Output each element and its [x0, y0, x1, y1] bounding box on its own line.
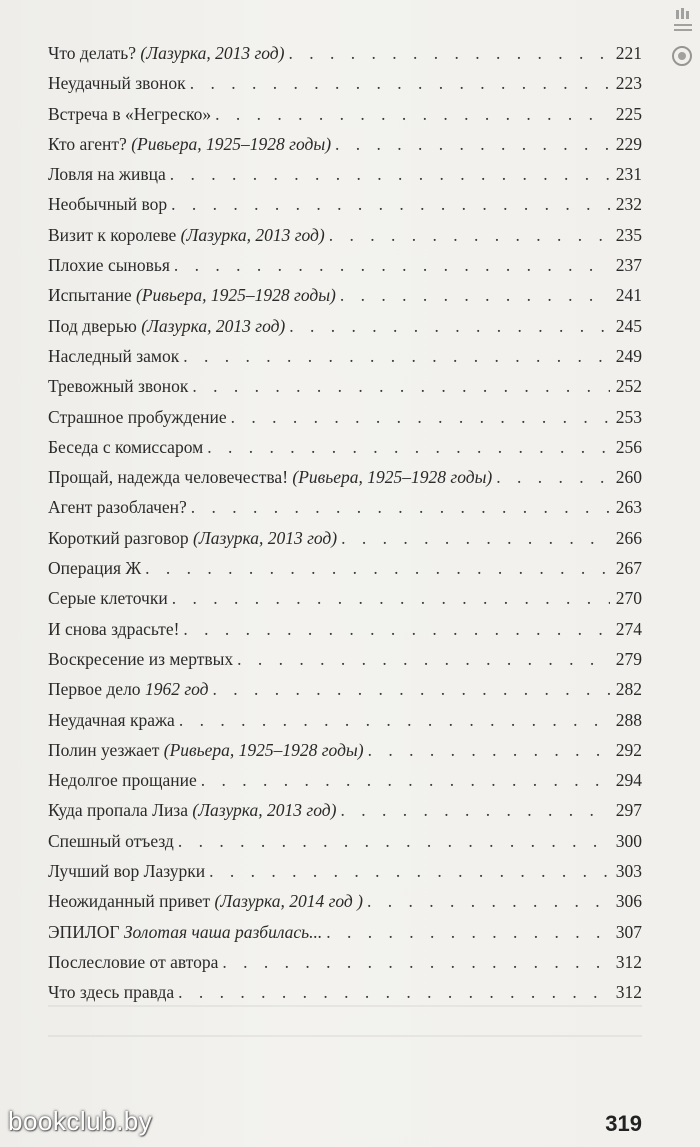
toc-entry: [48, 311, 642, 341]
toc-entry: [48, 765, 642, 795]
toc-entry-subtitle: (Лазурка, 2013 год): [141, 315, 286, 336]
toc-entry-main-title: Послесловие от автора: [48, 951, 219, 972]
toc-entry-main-title: Недолгое прощание: [48, 770, 197, 791]
toc-entry-page: 288: [615, 709, 642, 730]
toc-entry-page: 237: [615, 255, 642, 276]
toc-entry-page: 256: [615, 436, 642, 457]
toc-entry: [48, 735, 642, 765]
toc-entry-page: 312: [615, 982, 642, 1003]
toc-entry-page: 232: [615, 194, 642, 215]
toc-entry: [48, 371, 642, 401]
toc-entry-title: [48, 220, 325, 250]
toc-entry-page: 282: [615, 679, 642, 700]
dot-leader: [215, 99, 610, 129]
dot-leader: [496, 462, 610, 492]
toc-entry: [48, 250, 642, 280]
toc-entry: [48, 38, 642, 68]
toc-entry-title: [48, 189, 167, 219]
toc-entry-page: 307: [615, 921, 642, 942]
dot-leader: [213, 674, 610, 704]
toc-entry: [48, 795, 642, 825]
toc-entry-page: 252: [615, 376, 642, 397]
toc-entry-main-title: Воскресение из мертвых: [48, 648, 234, 669]
toc-entry-title: [48, 947, 218, 977]
toc-entry: [48, 402, 642, 432]
toc-entry: [48, 705, 642, 735]
dot-leader: [368, 735, 610, 765]
toc-entry-title: [48, 856, 205, 886]
toc-entry: [48, 523, 642, 553]
toc-entry: [48, 341, 642, 371]
toc-entry-title: [48, 250, 170, 280]
toc-entry: [48, 583, 642, 613]
dot-leader: [326, 917, 610, 947]
dot-leader: [174, 250, 610, 280]
toc-entry-page: 312: [615, 951, 642, 972]
toc-entry-title: [48, 99, 211, 129]
toc-entry-main-title: Спешный отъезд: [48, 830, 174, 851]
toc-entry: [48, 68, 642, 98]
toc-entry-page: 300: [615, 830, 642, 851]
toc-entry-title: [48, 765, 197, 795]
toc-entry: [48, 432, 642, 462]
dot-leader: [288, 38, 610, 68]
toc-entry-page: 263: [615, 497, 642, 518]
toc-entry-title: [48, 826, 174, 856]
toc-entry-main-title: Прощай, надежда человечества!: [48, 467, 289, 488]
toc-entry-page: 274: [615, 618, 642, 639]
toc-entry-title: [48, 644, 233, 674]
dot-leader: [289, 311, 610, 341]
dot-leader: [178, 977, 610, 1007]
toc-entry-subtitle: (Лазурка, 2013 год): [192, 800, 337, 821]
toc-entry-title: [48, 583, 168, 613]
dot-leader: [183, 341, 610, 371]
toc-entry-page: 249: [615, 345, 642, 366]
toc-entry-title: [48, 280, 336, 310]
dot-leader: [192, 371, 610, 401]
toc-entry-title: [48, 977, 174, 1007]
toc-entry: [48, 99, 642, 129]
toc-entry-main-title: Что делать?: [48, 43, 137, 63]
toc-entry-main-title: Серые клеточки: [48, 588, 168, 609]
corner-stamp-icon: [668, 6, 696, 76]
toc-entry: [48, 644, 642, 674]
dot-leader: [237, 644, 610, 674]
toc-entry: [48, 280, 642, 310]
toc-entry-page: 229: [615, 133, 642, 154]
toc-entry-main-title: Первое дело: [48, 679, 141, 700]
toc-entry-main-title: Куда пропала Лиза: [48, 800, 188, 821]
toc-entry-page: 267: [615, 558, 642, 579]
toc-entry-page: 266: [615, 527, 642, 548]
dot-leader: [201, 765, 610, 795]
toc-entry-main-title: Что здесь правда: [48, 982, 175, 1003]
toc-entry-title: [48, 492, 187, 522]
toc-entry-main-title: Агент разоблачен?: [48, 497, 187, 518]
toc-entry-page: 260: [615, 467, 642, 488]
dot-leader: [222, 947, 610, 977]
watermark: bookclub.by: [8, 1106, 153, 1136]
toc-entry-main-title: Кто агент?: [48, 133, 127, 154]
dot-leader: [341, 523, 610, 553]
toc-entry-title: [48, 402, 227, 432]
toc-entry: [48, 220, 642, 250]
toc-entry-subtitle: (Лазурка, 2014 год ): [214, 891, 363, 912]
toc-entry-main-title: Беседа с комиссаром: [48, 436, 204, 457]
toc-entry: [48, 856, 642, 886]
toc-entry-page: 225: [615, 103, 642, 124]
toc-entry-subtitle: (Лазурка, 2013 год): [193, 527, 338, 548]
toc-entry-title: [48, 795, 336, 825]
toc-entry-main-title: Под дверью: [48, 315, 137, 336]
toc-entry-page: 306: [615, 891, 642, 912]
dot-leader: [178, 826, 610, 856]
toc-entry-main-title: Визит к королеве: [48, 224, 177, 245]
toc-entry-title: [48, 432, 203, 462]
toc-entry-main-title: Плохие сыновья: [48, 255, 170, 276]
toc-entry-subtitle: (Лазурка, 2013 год): [140, 43, 285, 63]
toc-entry-title: [48, 705, 175, 735]
toc-entry-title: [48, 886, 363, 916]
toc-entry-main-title: Полин уезжает: [48, 739, 160, 760]
toc-entry: [48, 129, 642, 159]
toc-entry-subtitle: (Ривьера, 1925–1928 годы): [131, 133, 332, 154]
toc-entry-title: [48, 68, 186, 98]
toc-entry-main-title: Ловля на живца: [48, 164, 166, 185]
toc-entry-page: 231: [615, 164, 642, 185]
dot-leader: [145, 553, 610, 583]
dot-leader: [329, 220, 610, 250]
toc-entry-title: [48, 917, 322, 947]
toc-entry: [48, 826, 642, 856]
toc-entry-page: 245: [615, 315, 642, 336]
toc-entry-subtitle: (Ривьера, 1925–1928 годы): [292, 467, 493, 488]
dot-leader: [183, 614, 610, 644]
dot-leader: [209, 856, 610, 886]
toc-entry-title: [48, 614, 179, 644]
dot-leader: [172, 583, 610, 613]
toc-entry-page: 292: [615, 739, 642, 760]
toc-entry: [48, 553, 642, 583]
toc-entry-main-title: ЭПИЛОГ: [48, 921, 120, 942]
toc-entry-page: 294: [615, 770, 642, 791]
toc-entry-page: 279: [615, 648, 642, 669]
toc-entry-title: [48, 341, 179, 371]
toc-entry-main-title: Неожиданный привет: [48, 891, 211, 912]
toc-entry-title: [48, 553, 141, 583]
dot-leader: [340, 280, 610, 310]
toc-entry-title: [48, 674, 209, 704]
dot-leader: [171, 189, 610, 219]
dot-leader: [190, 68, 610, 98]
toc-entry-page: 221: [615, 43, 642, 63]
toc-entry-title: [48, 38, 284, 68]
toc-entry: [48, 492, 642, 522]
toc-entry-title: [48, 735, 364, 765]
toc-entry-page: 253: [615, 406, 642, 427]
toc-entry-page: 297: [615, 800, 642, 821]
toc-entry-page: 270: [615, 588, 642, 609]
toc-entry-main-title: Неудачная кража: [48, 709, 175, 730]
toc-entry-title: [48, 311, 285, 341]
toc-entry-title: [48, 371, 188, 401]
toc-entry-main-title: И снова здрасьте!: [48, 618, 180, 639]
toc-entry-title: [48, 129, 331, 159]
toc-entry: [48, 886, 642, 916]
toc-entry-page: 303: [615, 861, 642, 882]
toc-entry-title: [48, 523, 337, 553]
dot-leader: [367, 886, 610, 916]
toc-entry: [48, 947, 642, 977]
dot-leader: [231, 402, 610, 432]
toc-entry: [48, 977, 642, 1007]
toc-entry-page: 241: [615, 285, 642, 306]
toc-entry-subtitle: (Ривьера, 1925–1928 годы): [163, 739, 364, 760]
toc-entry: [48, 189, 642, 219]
toc-entry-page: 235: [615, 224, 642, 245]
toc-entry: [48, 462, 642, 492]
toc-entry: [48, 674, 642, 704]
toc-entry: [48, 614, 642, 644]
toc-entry-main-title: Операция Ж: [48, 558, 142, 579]
dot-leader: [191, 492, 610, 522]
dot-leader: [170, 159, 610, 189]
dot-leader: [179, 705, 610, 735]
toc-entry-main-title: Испытание: [48, 285, 132, 306]
toc-entry-subtitle: 1962 год: [144, 679, 209, 700]
toc-entry-main-title: Встреча в «Негреско»: [48, 103, 212, 124]
toc-entry-main-title: Наследный замок: [48, 345, 180, 366]
dot-leader: [340, 795, 610, 825]
toc-entry-subtitle: (Ривьера, 1925–1928 годы): [136, 285, 336, 306]
toc-entry-title: [48, 462, 492, 492]
table-of-contents: [48, 38, 642, 1008]
toc-entry-main-title: Лучший вор Лазурки: [48, 861, 206, 882]
dot-leader: [335, 129, 610, 159]
toc-entry-main-title: Необычный вор: [48, 194, 168, 215]
page-number: 319: [605, 1111, 642, 1136]
bleed-through-text: [48, 1005, 642, 1065]
toc-entry-main-title: Неудачный звонок: [48, 73, 186, 94]
toc-entry-subtitle: (Лазурка, 2013 год): [180, 224, 325, 245]
toc-entry-main-title: Тревожный звонок: [48, 376, 189, 397]
toc-entry-title: [48, 159, 166, 189]
toc-entry: [48, 159, 642, 189]
toc-entry-main-title: Короткий разговор: [48, 527, 189, 548]
toc-entry-subtitle: Золотая чаша разбилась...: [123, 921, 323, 942]
dot-leader: [207, 432, 610, 462]
toc-entry-main-title: Страшное пробуждение: [48, 406, 227, 427]
toc-entry-page: 223: [615, 73, 642, 94]
toc-entry: [48, 917, 642, 947]
